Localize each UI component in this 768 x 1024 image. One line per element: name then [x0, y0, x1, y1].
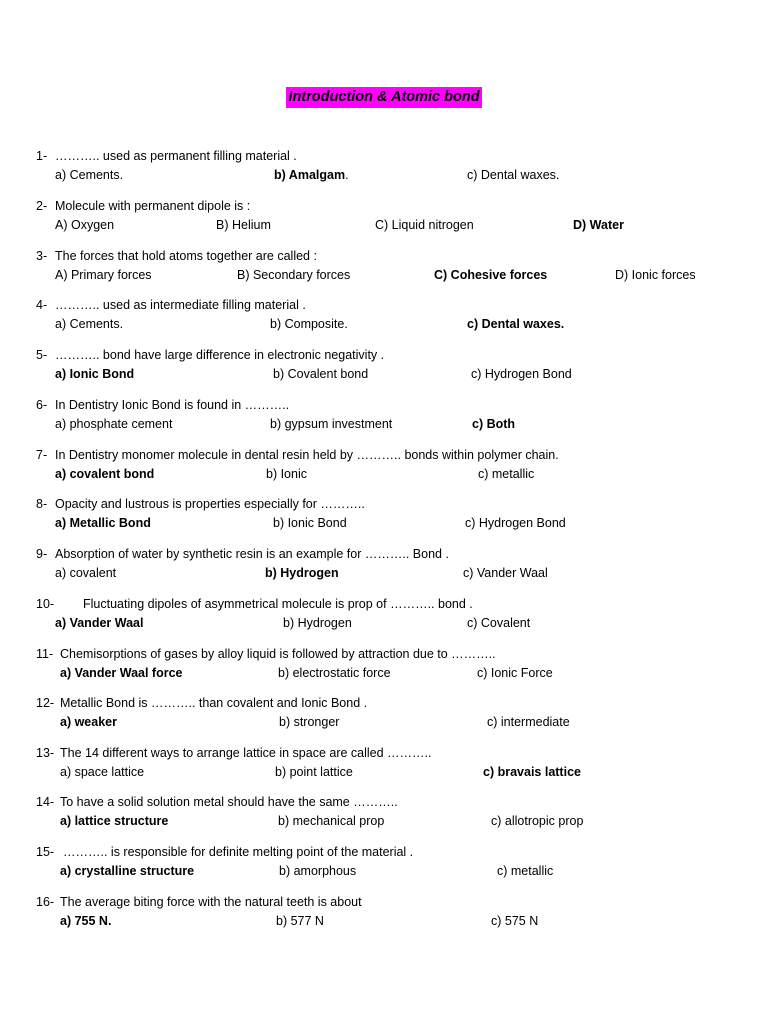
answer-option: c) allotropic prop — [491, 814, 584, 828]
question-number: 8- — [36, 497, 48, 511]
question-text: The average biting force with the natural teeth is about — [60, 895, 362, 909]
title-container — [0, 87, 768, 108]
answer-option: c) Covalent — [467, 616, 531, 630]
answer-option: a) covalent — [55, 566, 117, 580]
answer-option: b) Hydrogen — [283, 616, 352, 630]
answer-option: A) Primary forces — [55, 268, 152, 282]
answer-option: c) intermediate — [487, 715, 570, 729]
answer-option: D) Water — [573, 218, 624, 232]
answer-option: c) 575 N — [491, 914, 539, 928]
question-number: 1- — [36, 149, 48, 163]
answer-option: c) Dental waxes. — [467, 168, 560, 182]
question-number: 11- — [36, 647, 54, 661]
question-text: To have a solid solution metal should have the same ……….. — [60, 795, 398, 809]
question-number: 4- — [36, 298, 48, 312]
answer-option: b) electrostatic force — [278, 666, 391, 680]
answer-option: c) metallic — [497, 864, 554, 878]
answer-option: c) Hydrogen Bond — [465, 516, 566, 530]
question-number: 7- — [36, 448, 48, 462]
question-number: 14- — [36, 795, 55, 809]
answer-option: a) Ionic Bond — [55, 367, 135, 381]
question-text: In Dentistry Ionic Bond is found in ……….. — [55, 398, 290, 412]
question-number: 2- — [36, 199, 48, 213]
answer-option: c) Both — [472, 417, 516, 431]
answer-option: B) Helium — [216, 218, 271, 232]
question-text: ……….. is responsible for definite melting point of the material . — [63, 845, 414, 859]
answer-option: a) 755 N. — [60, 914, 112, 928]
question-text: Fluctuating dipoles of asymmetrical molecule is prop of ……….. bond . — [83, 597, 473, 611]
question-text: Absorption of water by synthetic resin is an example for ……….. Bond . — [55, 547, 449, 561]
question-text: Molecule with permanent dipole is : — [55, 199, 251, 213]
answer-option: b) Composite. — [270, 317, 348, 331]
answer-option: a) covalent bond — [55, 467, 155, 481]
question-number: 6- — [36, 398, 48, 412]
question-number: 9- — [36, 547, 48, 561]
question-text: Opacity and lustrous is properties especially for ……….. — [55, 497, 365, 511]
answer-option: a) crystalline structure — [60, 864, 195, 878]
answer-option: B) Secondary forces — [237, 268, 351, 282]
answer-option: c) Vander Waal — [463, 566, 548, 580]
answer-option: A) Oxygen — [55, 218, 115, 232]
answer-option: a) Metallic Bond — [55, 516, 151, 530]
question-number: 3- — [36, 249, 48, 263]
question-text: ……….. used as permanent filling material . — [55, 149, 297, 163]
answer-option: b) stronger — [279, 715, 340, 729]
question-number: 15- — [36, 845, 55, 859]
answer-option: c) Hydrogen Bond — [471, 367, 572, 381]
question-number: 10- — [36, 597, 55, 611]
answer-option: c) bravais lattice — [483, 765, 581, 779]
answer-option: b) gypsum investment — [270, 417, 393, 431]
answer-option: c) Dental waxes. — [467, 317, 565, 331]
answer-option: a) Vander Waal — [55, 616, 144, 630]
answer-option: a) Cements. — [55, 317, 124, 331]
answer-option: b) Covalent bond — [273, 367, 369, 381]
question-text: Metallic Bond is ……….. than covalent and Ionic Bond . — [60, 696, 368, 710]
answer-option: c) metallic — [478, 467, 535, 481]
question-number: 16- — [36, 895, 55, 909]
answer-option: a) Cements. — [55, 168, 124, 182]
question-text: The forces that hold atoms together are called : — [55, 249, 317, 263]
question-text: The 14 different ways to arrange lattice in space are called ……….. — [60, 746, 432, 760]
question-number: 12- — [36, 696, 55, 710]
answer-option: b) Ionic — [266, 467, 307, 481]
question-text: ……….. used as intermediate filling material . — [55, 298, 306, 312]
question-text: Chemisorptions of gases by alloy liquid is followed by attraction due to ……….. — [60, 647, 496, 661]
answer-option: D) Ionic forces — [615, 268, 696, 282]
answer-option: b) amorphous — [279, 864, 357, 878]
answer-option: C) Cohesive forces — [434, 268, 548, 282]
answer-option: C) Liquid nitrogen — [375, 218, 474, 232]
answer-option: b) point lattice — [275, 765, 353, 779]
question-text: In Dentistry monomer molecule in dental resin held by ……….. bonds within polymer chain. — [55, 448, 559, 462]
answer-option: b) 577 N — [276, 914, 324, 928]
answer-option: a) phosphate cement — [55, 417, 173, 431]
answer-option: a) Vander Waal force — [60, 666, 183, 680]
answer-option: b) Hydrogen — [265, 566, 339, 580]
answer-option: a) space lattice — [60, 765, 145, 779]
question-text: ……….. bond have large difference in electronic negativity . — [55, 348, 385, 362]
answer-option: b) Amalgam. — [274, 168, 349, 182]
answer-option: a) weaker — [60, 715, 117, 729]
page-title: Introduction & Atomic bond — [286, 87, 481, 108]
answer-option: a) lattice structure — [60, 814, 169, 828]
answer-option: b) mechanical prop — [278, 814, 385, 828]
question-number: 5- — [36, 348, 48, 362]
answer-option: b) Ionic Bond — [273, 516, 347, 530]
answer-option: c) Ionic Force — [477, 666, 553, 680]
question-number: 13- — [36, 746, 55, 760]
